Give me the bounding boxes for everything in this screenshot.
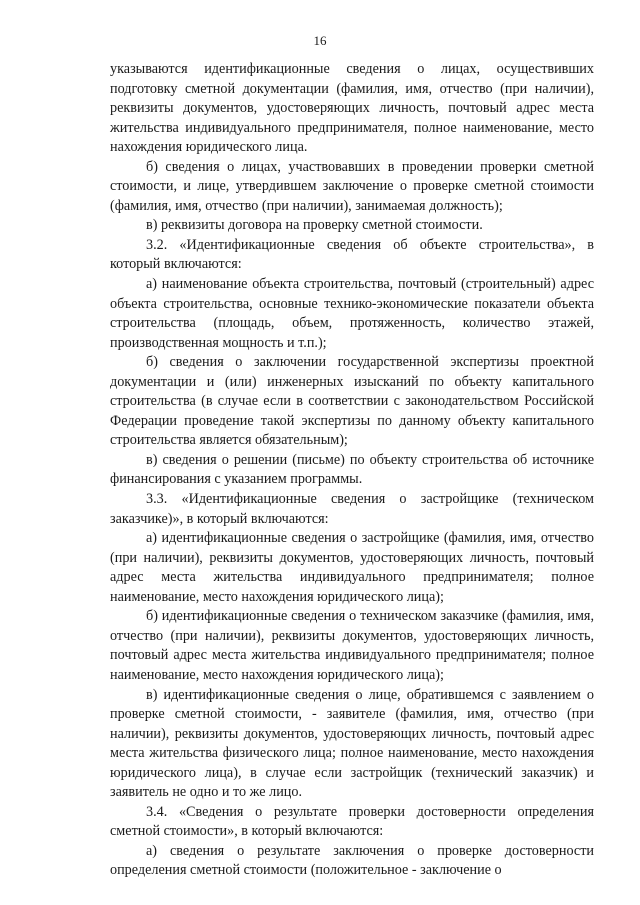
paragraph-2: б) сведения о лицах, участвовавших в проведении проверки сметной стоимости, и лице, утвердившем заключение о проверке сметной стоимости (фамилия, имя, отчество (при наличии), занимаемая должность); xyxy=(110,158,594,214)
paragraph-9: а) идентификационные сведения о застройщике (фамилия, имя, отчество (при наличии), реквизиты документов, удостоверяющих личность, почтовый адрес места жительства индивидуального предпринимателя; полное наименование, место нахождения юридического лица); xyxy=(110,530,594,605)
paragraph-11: в) идентификационные сведения о лице, обратившемся с заявлением о проверке сметной стоимости, - заявителе (фамилия, имя, отчество (при наличии), реквизиты документов, удостоверяющих личность, почтовый адрес места жительства физического лица; полное наименование, место нахождения юридического лица), в случае если застройщик (технический заказчик) и заявитель не одно и то же лицо. xyxy=(110,686,594,801)
paragraph-3: в) реквизиты договора на проверку сметной стоимости. xyxy=(146,217,483,234)
page-number: 16 xyxy=(313,33,327,48)
paragraph-8: 3.3. «Идентификационные сведения о застройщике (техническом заказчике)», в который включаются: xyxy=(110,491,594,527)
paragraph-13: а) сведения о результате заключения о проверке достоверности определения сметной стоимости (положительное - заключение о xyxy=(110,842,594,879)
paragraph-4: 3.2. «Идентификационные сведения об объекте строительства», в который включаются: xyxy=(110,236,594,273)
paragraph-1: указываются идентификационные сведения о лицах, осуществивших подготовку сметной документации (фамилия, имя, отчество (при наличии), реквизиты документов, удостоверяющих личность, почтовый адрес места жительства индивидуального предпринимателя, полное наименование, место нахождения юридического лица. xyxy=(110,61,594,156)
paragraph-5: а) наименование объекта строительства, почтовый (строительный) адрес объекта строительства, основные технико-экономические показатели объекта строительства (площадь, объем, протяженность, количество этажей, производственная мощность и т.п.); xyxy=(110,276,594,351)
paragraph-10: б) идентификационные сведения о техническом заказчике (фамилия, имя, отчество (при наличии), реквизиты документов, удостоверяющих личность, почтовый адрес места жительства индивидуального предпринимателя; полное наименование, место нахождения юридического лица); xyxy=(110,608,594,683)
paragraph-6: б) сведения о заключении государственной экспертизы проектной документации и (или) инженерных изысканий по объекту капитального строительства (в случае если в соответствии с законодательством Российской Федерации проведение такой экспертизы по данному объекту капитального строительства является обязательным); xyxy=(110,354,594,449)
paragraph-7: в) сведения о решении (письме) по объекту строительства об источнике финансирования с указанием программы. xyxy=(110,451,594,488)
paragraph-12: 3.4. «Сведения о результате проверки достоверности определения сметной стоимости», в который включаются: xyxy=(110,803,594,840)
document-body xyxy=(110,60,594,881)
